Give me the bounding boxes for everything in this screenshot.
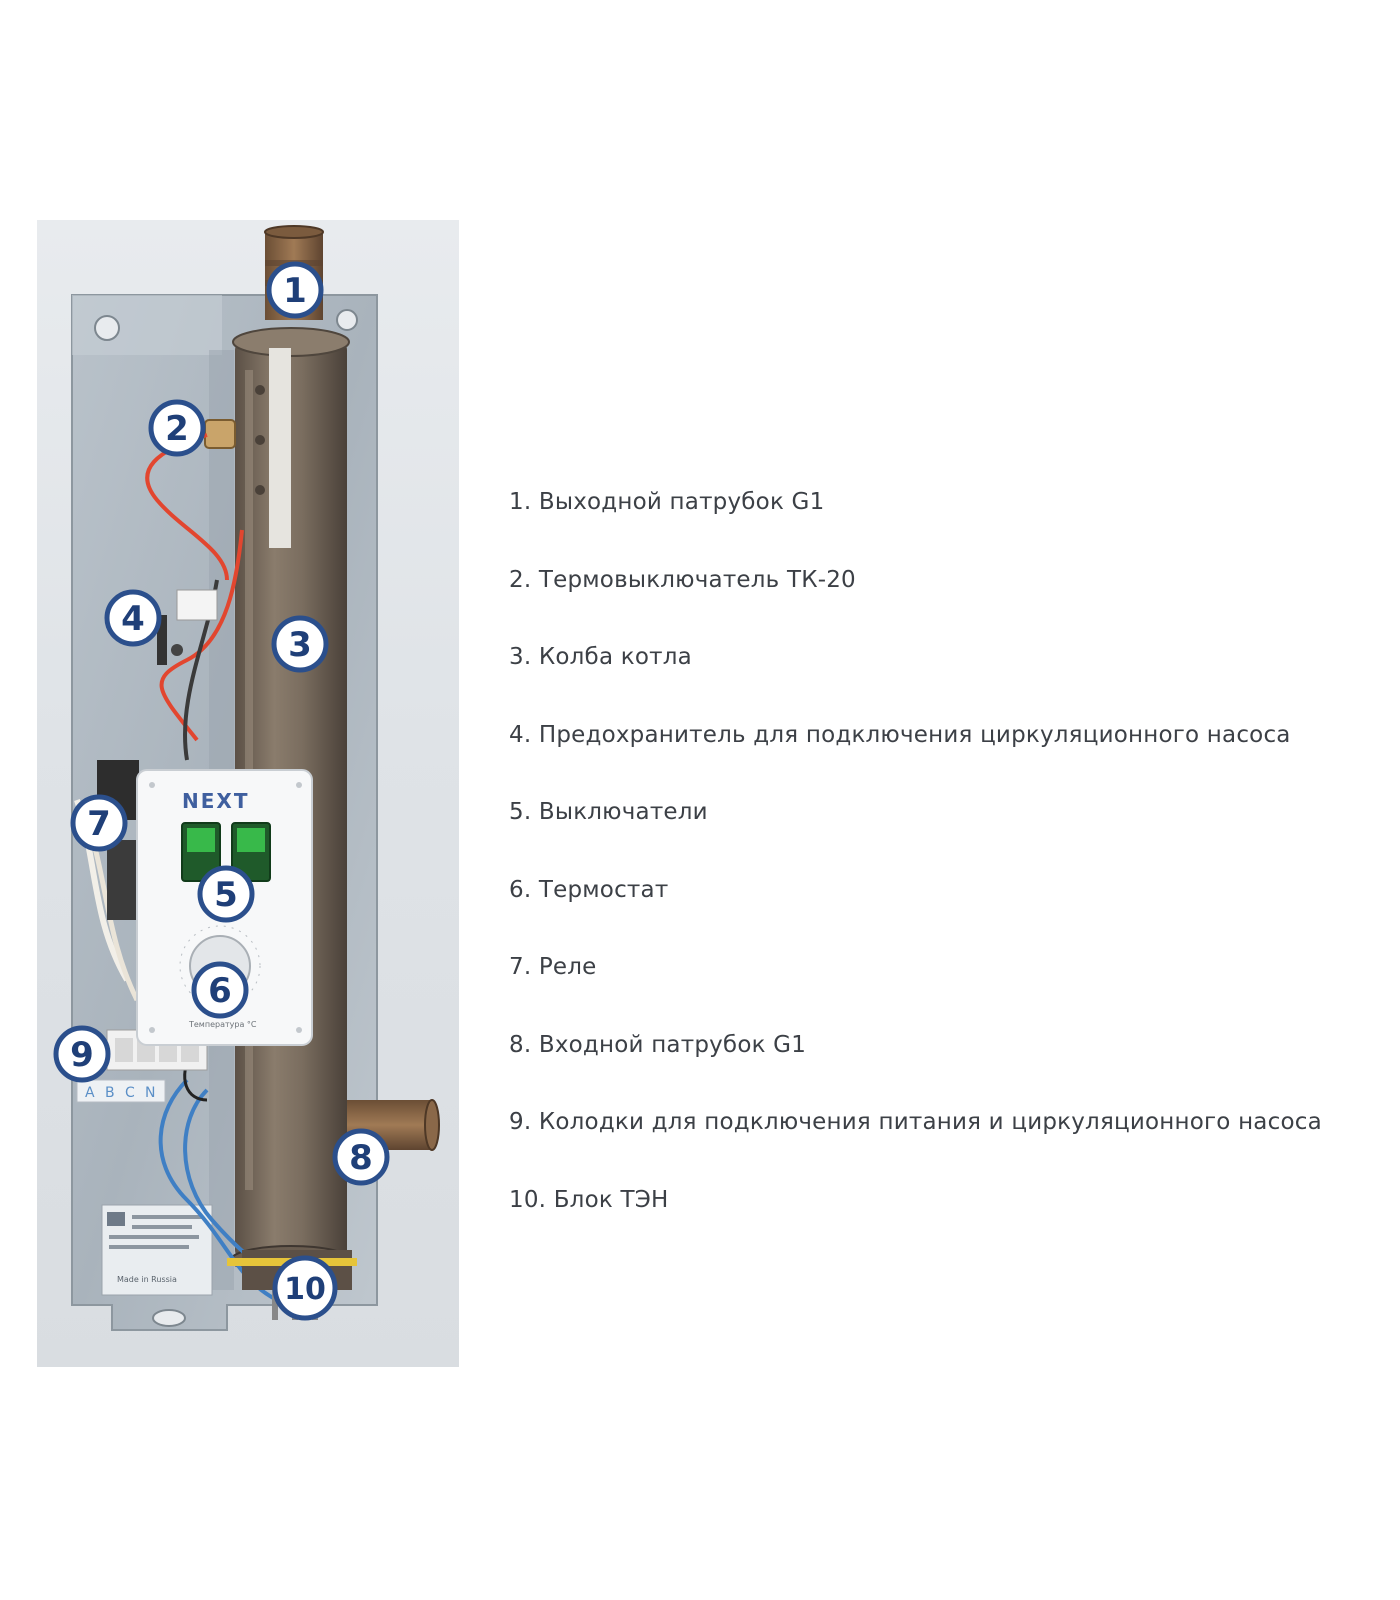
svg-text:1: 1 [283, 271, 307, 311]
terminal-letter-n: N [145, 1085, 156, 1101]
boiler-illustration [37, 220, 459, 1367]
callout-6 [194, 964, 246, 1016]
terminal-letter-a: A [85, 1085, 95, 1101]
legend-item-heating-block: 10. Блок ТЭН [509, 1186, 669, 1213]
svg-text:6: 6 [208, 971, 232, 1011]
legend-item-pump-fuse: 4. Предохранитель для подключения циркуляционного насоса [509, 721, 1291, 748]
legend-item-thermal-switch: 2. Термовыключатель ТК-20 [509, 566, 856, 593]
callout-3 [274, 618, 326, 670]
legend-item-inlet-pipe: 8. Входной патрубок G1 [509, 1031, 807, 1058]
component-legend [509, 482, 1322, 1257]
legend-item-thermostat: 6. Термостат [509, 876, 669, 903]
thermostat-caption: Температура °С [189, 1020, 257, 1029]
callout-9 [56, 1028, 108, 1080]
legend-item-relay: 7. Реле [509, 954, 597, 980]
brand-label: NEXT [182, 789, 250, 813]
svg-text:4: 4 [121, 599, 145, 639]
legend-item-terminal-blocks: 9. Колодки для подключения питания и циркуляционного насоса [509, 1109, 1322, 1135]
plate-caption: Made in Russia [117, 1275, 177, 1284]
boiler-photo [37, 220, 459, 1367]
legend-item-outlet-pipe: 1. Выходной патрубок G1 [509, 489, 825, 515]
svg-text:9: 9 [70, 1035, 94, 1075]
svg-text:7: 7 [87, 804, 111, 844]
svg-text:2: 2 [165, 409, 189, 449]
terminal-letter-b: B [105, 1085, 115, 1101]
legend-item-switches: 5. Выключатели [509, 799, 708, 825]
callout-1 [269, 264, 321, 316]
callout-2 [151, 402, 203, 454]
svg-text:5: 5 [214, 875, 238, 915]
svg-text:3: 3 [288, 625, 312, 665]
callout-8 [335, 1131, 387, 1183]
callout-7 [73, 797, 125, 849]
callout-4 [107, 592, 159, 644]
legend-item-boiler-tube: 3. Колба котла [509, 644, 692, 670]
callout-5 [200, 868, 252, 920]
callout-10 [275, 1258, 335, 1318]
terminal-letter-c: C [125, 1085, 135, 1101]
svg-text:8: 8 [349, 1138, 373, 1178]
svg-text:10: 10 [284, 1272, 326, 1307]
thermal-switch [205, 420, 235, 448]
